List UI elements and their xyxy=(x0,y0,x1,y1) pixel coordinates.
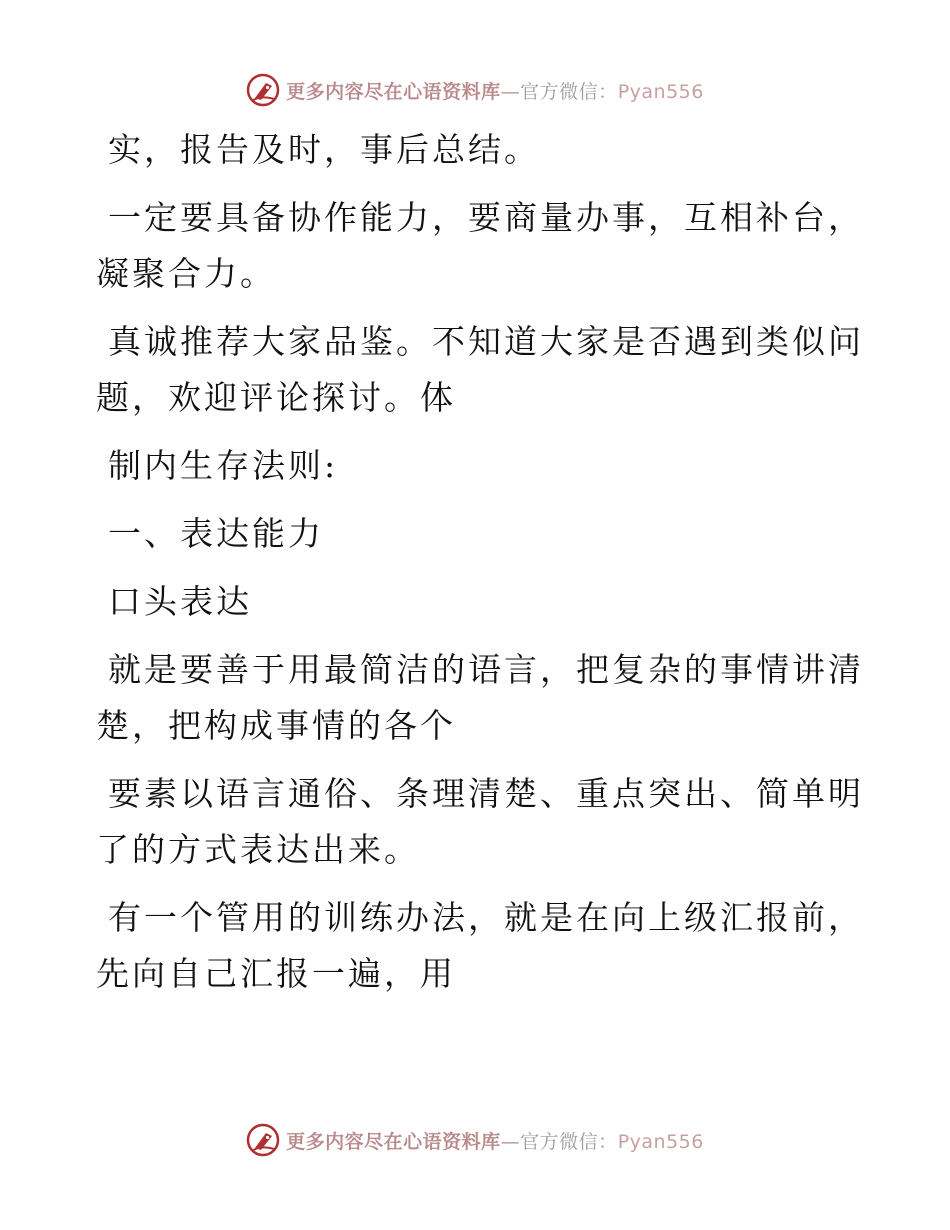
paragraph-line: 有一个管用的训练办法，就是在向上级汇报前， xyxy=(108,898,864,937)
paragraph xyxy=(96,314,864,426)
header-banner-main: 更多内容尽在心语资料库 xyxy=(286,80,501,103)
paragraph xyxy=(96,642,864,754)
document-body xyxy=(96,122,864,1014)
pen-nib-logo-icon xyxy=(246,1123,280,1157)
footer-banner-handle: Pyan556 xyxy=(617,1130,704,1153)
paragraph-line: 一、表达能力 xyxy=(108,514,324,553)
footer-banner-dash: — xyxy=(500,1130,521,1153)
paragraph xyxy=(96,766,864,878)
paragraph-line: 凝聚合力。 xyxy=(96,254,276,293)
footer-banner xyxy=(0,1120,950,1160)
paragraph-line: 一定要具备协作能力，要商量办事，互相补台， xyxy=(108,198,864,237)
paragraph-line: 楚，把构成事情的各个 xyxy=(96,706,456,745)
header-banner-handle: Pyan556 xyxy=(617,80,704,103)
footer-banner-main: 更多内容尽在心语资料库 xyxy=(286,1130,501,1153)
footer-banner-text xyxy=(286,1127,704,1154)
paragraph-line: 要素以语言通俗、条理清楚、重点突出、简单明 xyxy=(108,774,864,813)
header-banner xyxy=(0,70,950,110)
header-banner-wechat-label: 官方微信： xyxy=(520,80,618,103)
paragraph xyxy=(96,190,864,302)
paragraph xyxy=(96,122,836,178)
paragraph xyxy=(96,438,836,494)
header-banner-text xyxy=(286,77,704,104)
paragraph-line: 制内生存法则: xyxy=(108,446,339,485)
paragraph-line: 就是要善于用最简洁的语言，把复杂的事情讲清 xyxy=(108,650,864,689)
footer-banner-wechat-label: 官方微信： xyxy=(520,1130,618,1153)
paragraph xyxy=(96,890,864,1002)
paragraph-line: 先向自己汇报一遍，用 xyxy=(96,954,456,993)
paragraph-line: 题，欢迎评论探讨。体 xyxy=(96,378,456,417)
paragraph xyxy=(96,506,836,562)
pen-nib-logo-icon xyxy=(246,73,280,107)
paragraph-line: 实，报告及时，事后总结。 xyxy=(108,130,540,169)
paragraph xyxy=(96,574,836,630)
paragraph-line: 了的方式表达出来。 xyxy=(96,830,420,869)
header-banner-dash: — xyxy=(500,80,521,103)
paragraph-line: 口头表达 xyxy=(108,582,252,621)
paragraph-line: 真诚推荐大家品鉴。不知道大家是否遇到类似问 xyxy=(108,322,864,361)
